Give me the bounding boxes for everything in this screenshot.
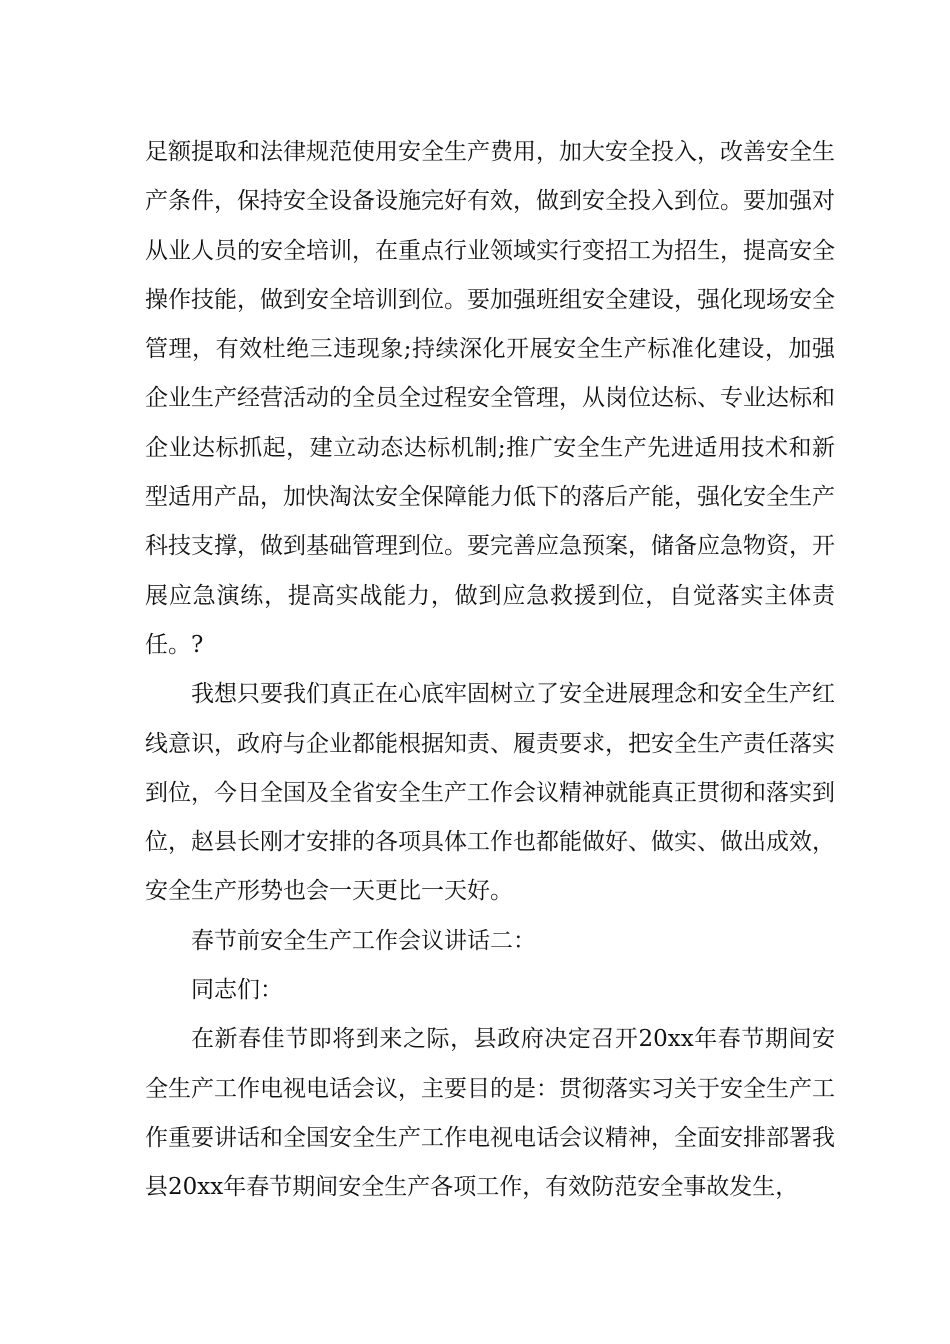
paragraph-continued: 足额提取和法律规范使用安全生产费用，加大安全投入，改善安全生产条件，保持安全设备设施完好有效，做到安全投入到位。要加强对从业人员的安全培训，在重点行业领域实行变招工为招生，提高安全操作技能，做到安全培训到位。要加强班组安全建设，强化现场安全管理，有效杜绝三违现象;持续深化开展安全生产标准化建设，加强企业生产经营活动的全员全过程安全管理，从岗位达标、专业达标和企业达标抓起，建立动态达标机制;推广安全生产先进适用技术和新型适用产品，加快淘汰安全保障能力低下的落后产能，强化安全生产科技支撑，做到基础管理到位。要完善应急预案，储备应急物资，开展应急演练，提高实战能力，做到应急救援到位，自觉落实主体责任。? [145,139,835,658]
section-heading: 春节前安全生产工作会议讲话二： [191,927,536,954]
document-body [145,128,835,1213]
paragraph-safety-awareness: 我想只要我们真正在心底牢固树立了安全进展理念和安全生产红线意识，政府与企业都能根据知责、履责要求，把安全生产责任落实到位，今日全国及全省安全生产工作会议精神就能真正贯彻和落实到位，赵县长刚才安排的各项具体工作也都能做好、做实、做出成效，安全生产形势也会一天更比一天好。 [145,681,835,905]
salutation: 同志们： [191,977,283,1004]
paragraph-meeting-purpose: 在新春佳节即将到来之际，县政府决定召开20xx年春节期间安全生产工作电视电话会议，主要目的是：贯彻落实习关于安全生产工作重要讲话和全国安全生产工作电视电话会议精神，全面安排部署我县20xx年春节期间安全生产各项工作，有效防范安全事故发生， [145,1026,835,1201]
